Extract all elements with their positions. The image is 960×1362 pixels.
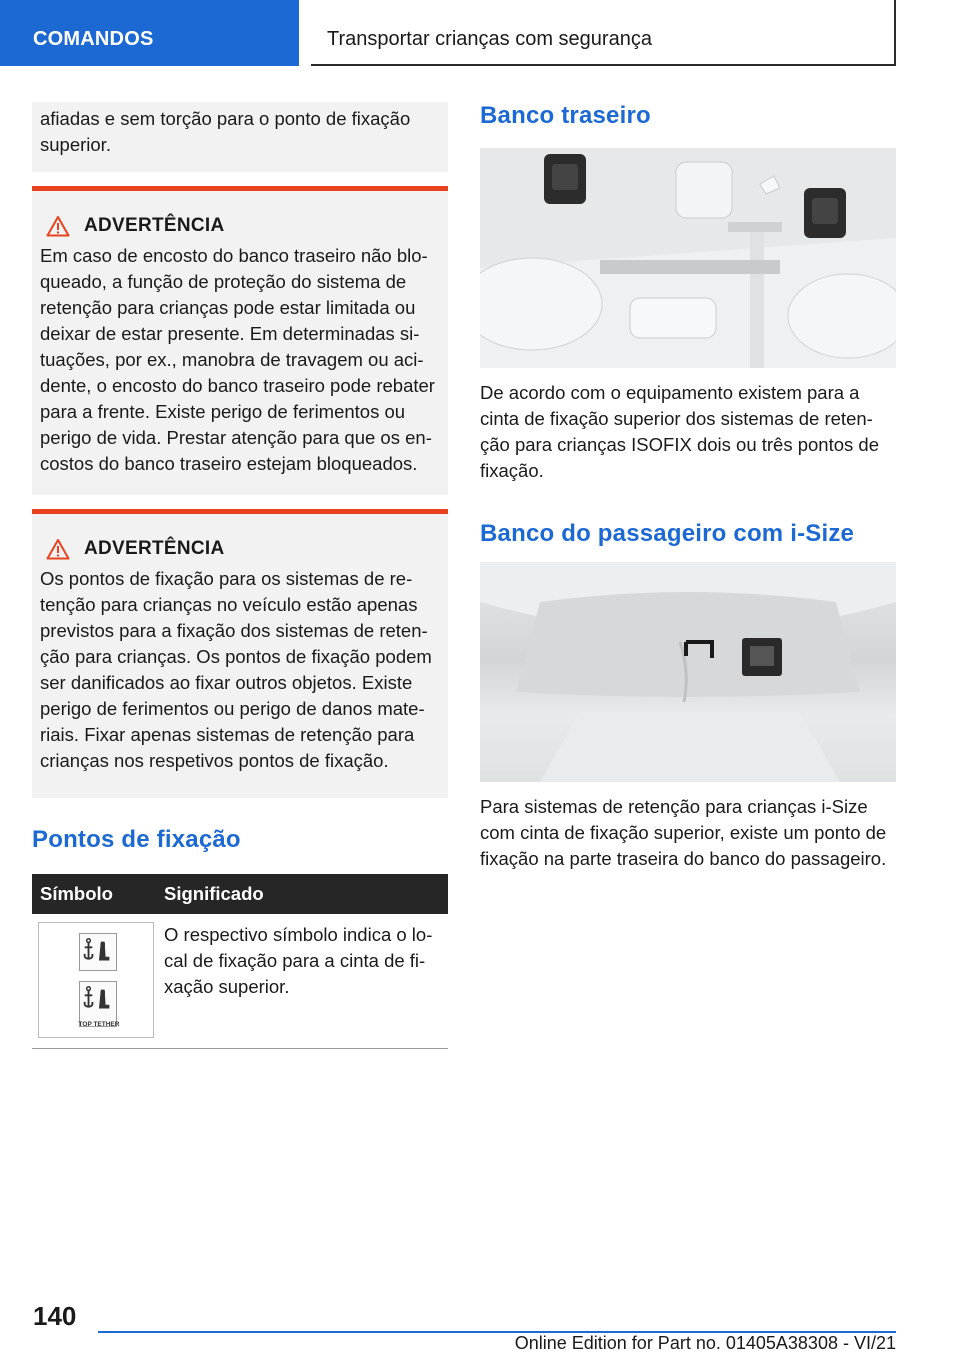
col-meaning-header: Significado <box>156 874 448 914</box>
warning-triangle-icon <box>46 538 70 560</box>
top-tether-icon <box>78 981 120 1028</box>
section-heading-rear-seat: Banco traseiro <box>480 102 651 129</box>
rear-seat-photo <box>480 148 896 368</box>
warning-title: ADVERTÊNCIA <box>84 538 225 559</box>
continued-box <box>32 102 448 172</box>
table-header-row <box>32 874 448 914</box>
symbol-cell <box>32 914 156 1049</box>
section-heading-passenger-seat: Banco do passageiro com i-Size <box>480 520 855 547</box>
warning-title: ADVERTÊNCIA <box>84 215 225 236</box>
warning-body: Os pontos de fixação para os sistemas de retenção para crianças no veículo estão apenas previstos para a fixação dos sistemas de retenção para crianças. Os pontos de fixação podem ser danificados ao fixar outros objetos. Existe perigo de ferimentos ou perigo de danos materiais. Fixar apenas sistemas de retenção para crianças nos respetivos pontos de fixação. <box>40 568 432 771</box>
continued-text: afiadas e sem torção para o ponto de fixação superior. <box>40 108 411 155</box>
symbol-table <box>32 874 448 1049</box>
warning-box-2 <box>32 509 448 798</box>
top-tether-label: TOP TETHER <box>78 1021 120 1028</box>
section-tab[interactable] <box>0 0 299 66</box>
warning-body: Em caso de encosto do banco traseiro não bloqueado, a função de proteção do sistema de retenção para crianças pode estar limitada ou deixar de estar presente. Em determinadas situações, por ex., manobra de travagem ou acidente, o encosto do banco traseiro pode rebater para a frente. Existe perigo de ferimentos ou perigo de vida. Prestar atenção para que os encostos do banco traseiro estejam bloqueados. <box>40 245 435 474</box>
passenger-seat-photo <box>480 562 896 782</box>
child-seat-anchor-icon <box>79 933 117 971</box>
right-column <box>480 102 896 872</box>
symbol-frame <box>38 922 154 1038</box>
chapter-title: Transportar crianças com segurança <box>327 28 652 50</box>
section-label: COMANDOS <box>33 28 154 50</box>
meaning-cell: O respectivo símbolo indica o local de fixação para a cinta de fixação superior. <box>156 914 448 1049</box>
rear-seat-text: De acordo com o equipamento existem para a cinta de fixação superior dos sistemas de retenção para crianças ISOFIX dois ou três pontos de fixação. <box>480 382 879 481</box>
page-number: 140 <box>33 1301 77 1331</box>
table-row <box>32 914 448 1049</box>
section-heading-anchor-points: Pontos de fixação <box>32 826 241 853</box>
warning-title-row <box>46 536 440 562</box>
col-symbol-header: Símbolo <box>32 874 156 914</box>
chapter-header <box>311 0 896 66</box>
footer-edition: Online Edition for Part no. 01405A38308 - VI/21 <box>514 1333 896 1353</box>
warning-box-1 <box>32 186 448 495</box>
warning-triangle-icon <box>46 215 70 237</box>
warning-title-row <box>46 213 440 239</box>
passenger-seat-text: Para sistemas de retenção para crianças i-Size com cinta de fixação superior, existe um ponto de fixação na parte traseira do banco do passageiro. <box>480 796 887 869</box>
left-column <box>32 102 448 1049</box>
